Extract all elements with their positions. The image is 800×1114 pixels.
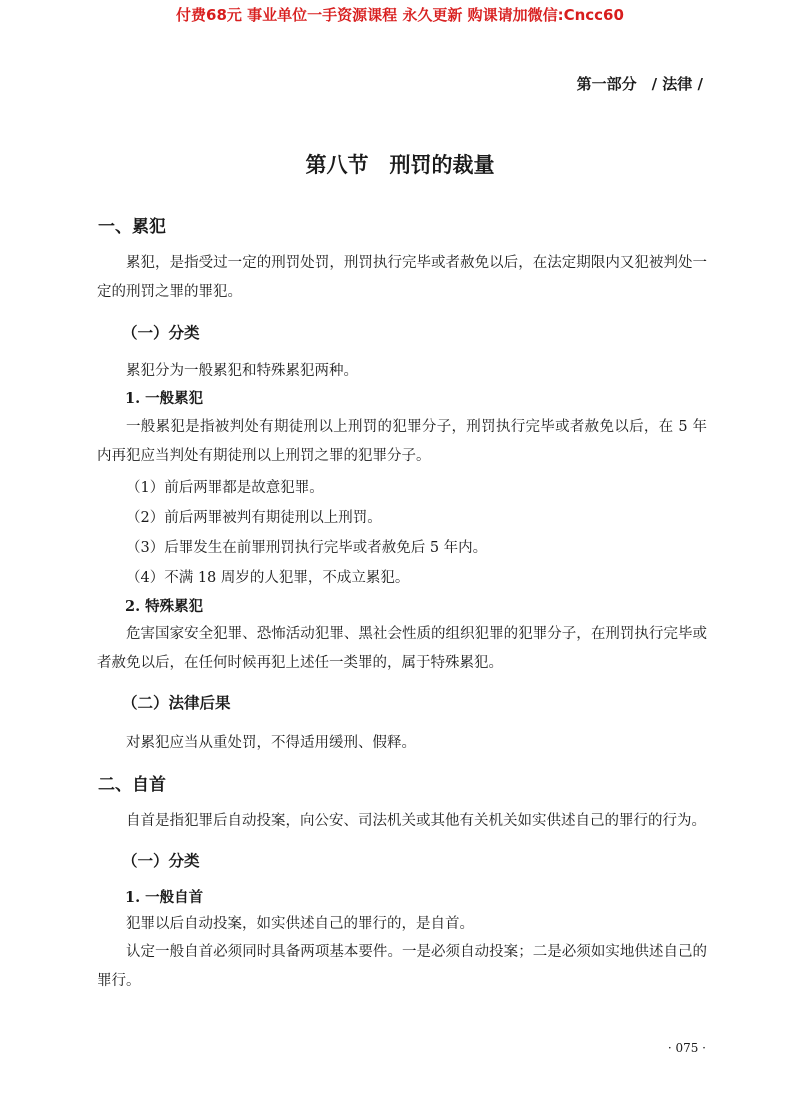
- page-number: · 075 ·: [667, 1041, 706, 1055]
- section-title: 第八节 刑罚的裁量: [305, 152, 495, 177]
- running-header: 第一部分 / 法律 /: [576, 75, 703, 93]
- heading-general-surrender: 1. 一般自首: [125, 889, 204, 906]
- special-recidivism-text: 危害国家安全犯罪、恐怖活动犯罪、黑社会性质的组织犯罪的犯罪分子，在刑罚执行完毕或者赦免以后，在任何时候再犯上述任一类罪的，属于特殊累犯。: [97, 626, 707, 671]
- surrender-definition: 自首是指犯罪后自动投案，向公安、司法机关或其他有关机关如实供述自己的罪行的行为。: [126, 813, 706, 829]
- list-item: （1）前后两罪都是故意犯罪。: [126, 480, 324, 496]
- general-surrender-text-1: 犯罪以后自动投案，如实供述自己的罪行的，是自首。: [126, 916, 474, 932]
- heading-general-recidivism: 1. 一般累犯: [125, 390, 204, 407]
- general-surrender-text-2: 认定一般自首必须同时具备两项基本要件。一是必须自动投案；二是必须如实地供述自己的罪行。: [97, 944, 707, 989]
- heading-surrender: 二、自首: [98, 775, 166, 795]
- recidivism-definition: 累犯，是指受过一定的刑罚处罚，刑罚执行完毕或者赦免以后，在法定期限内又犯被判处一定的刑罚之罪的罪犯。: [97, 255, 707, 300]
- heading-surrender-classification: （一）分类: [122, 851, 200, 870]
- classification-intro: 累犯分为一般累犯和特殊累犯两种。: [126, 363, 358, 379]
- list-item: （4）不满 18 周岁的人犯罪，不成立累犯。: [126, 570, 410, 586]
- heading-special-recidivism: 2. 特殊累犯: [125, 598, 204, 615]
- list-item: （3）后罪发生在前罪刑罚执行完毕或者赦免后 5 年内。: [126, 540, 488, 556]
- list-item: （2）前后两罪被判有期徒刑以上刑罚。: [126, 510, 382, 526]
- heading-recidivism: 一、累犯: [98, 217, 166, 237]
- legal-consequences-text: 对累犯应当从重处罚，不得适用缓刑、假释。: [126, 735, 416, 751]
- general-recidivism-text: 一般累犯是指被判处有期徒刑以上刑罚的犯罪分子，刑罚执行完毕或者赦免以后，在 5 年内再犯应当判处有期徒刑以上刑罚之罪的犯罪分子。: [97, 419, 707, 464]
- heading-classification: （一）分类: [122, 323, 200, 342]
- heading-legal-consequences: （二）法律后果: [122, 693, 231, 712]
- watermark-banner: 付费68元 事业单位一手资源课程 永久更新 购课请加微信:Cncc60: [176, 6, 624, 24]
